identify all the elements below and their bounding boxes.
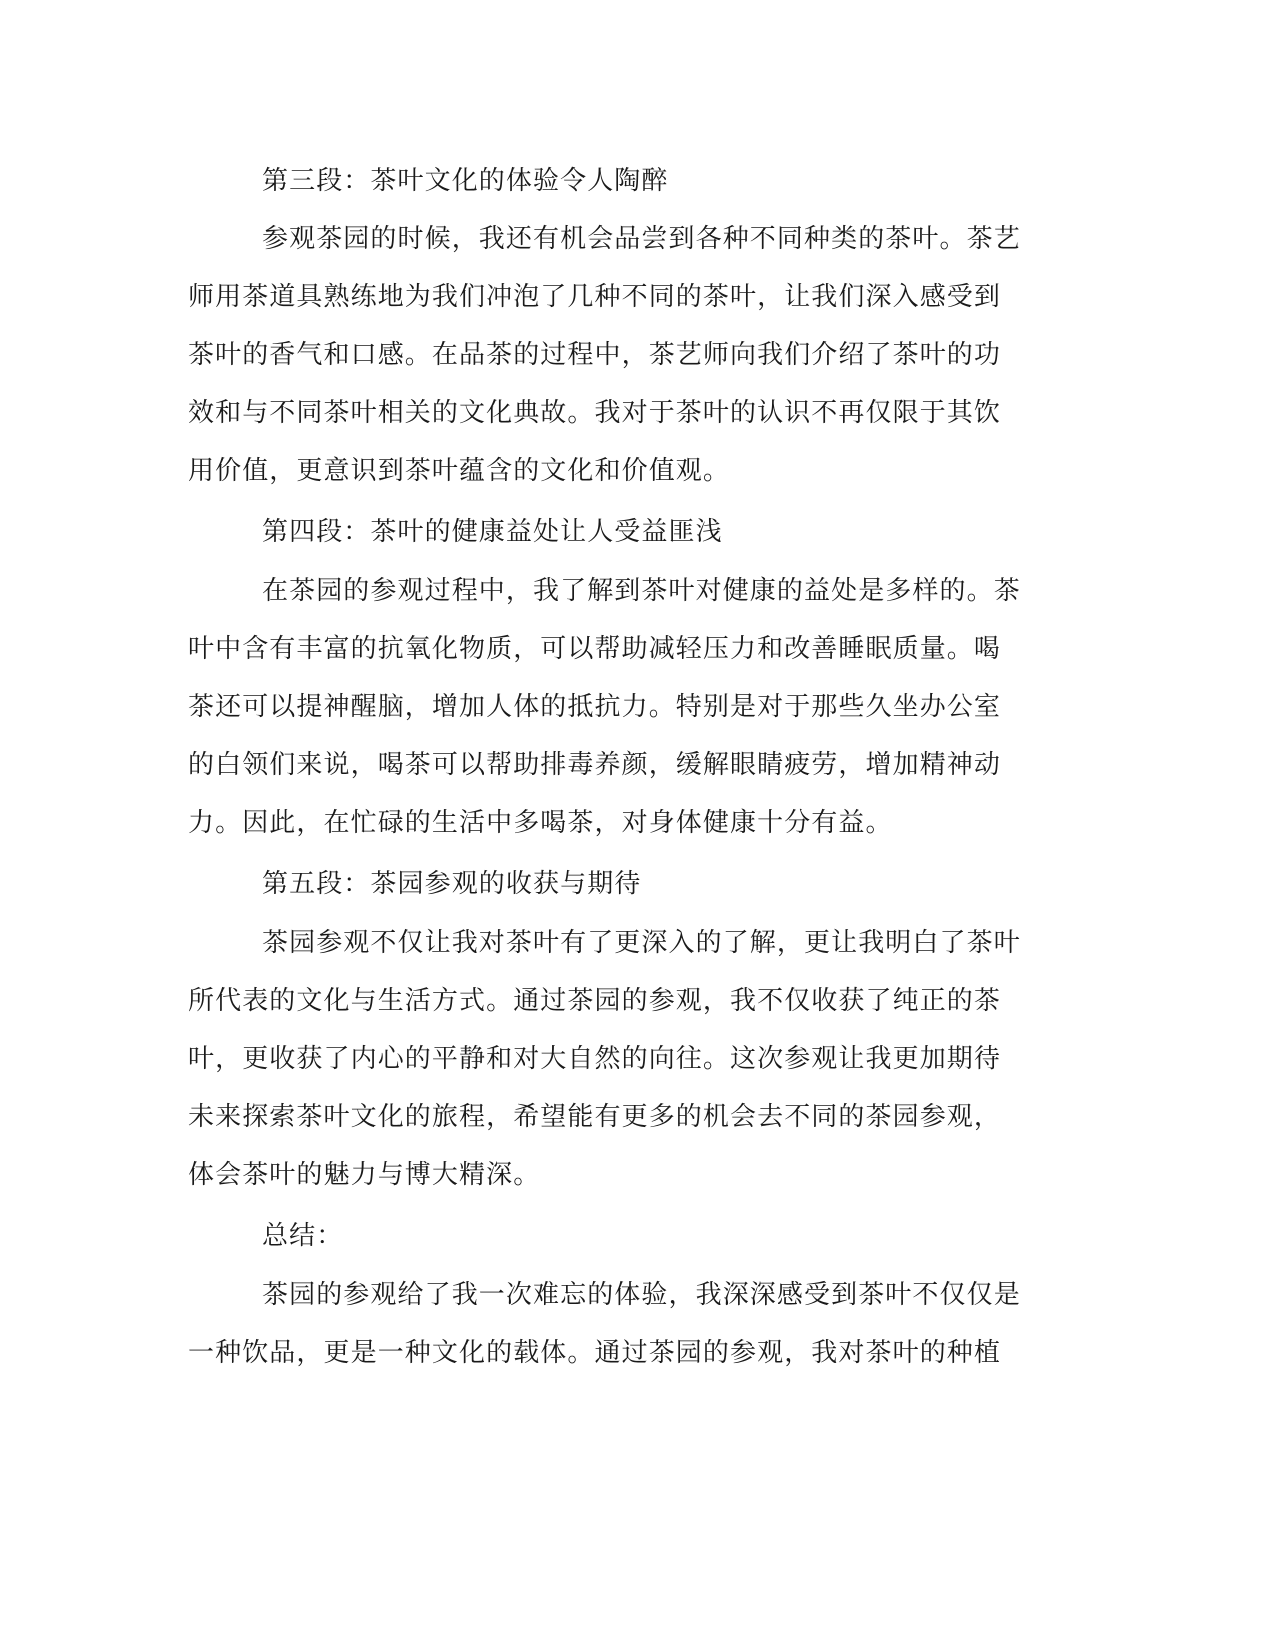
section-heading-4: 第四段：茶叶的健康益处让人受益匪浅 bbox=[262, 517, 723, 547]
paragraph-line: 参观茶园的时候，我还有机会品尝到各种不同种类的茶叶。茶艺 bbox=[262, 224, 1021, 254]
paragraph-line: 用价值，更意识到茶叶蕴含的文化和价值观。 bbox=[188, 456, 731, 486]
paragraph-line: 的白领们来说，喝茶可以帮助排毒养颜，缓解眼睛疲劳，增加精神动 bbox=[188, 750, 1002, 780]
paragraph-line: 效和与不同茶叶相关的文化典故。我对于茶叶的认识不再仅限于其饮 bbox=[188, 398, 1002, 428]
paragraph-line: 茶园参观不仅让我对茶叶有了更深入的了解，更让我明白了茶叶 bbox=[262, 928, 1021, 958]
paragraph-line: 叶中含有丰富的抗氧化物质，可以帮助减轻压力和改善睡眠质量。喝 bbox=[188, 634, 1002, 664]
paragraph-line: 茶还可以提神醒脑，增加人体的抵抗力。特别是对于那些久坐办公室 bbox=[188, 692, 1002, 722]
paragraph-line: 所代表的文化与生活方式。通过茶园的参观，我不仅收获了纯正的茶 bbox=[188, 986, 1002, 1016]
section-heading-3: 第三段：茶叶文化的体验令人陶醉 bbox=[262, 166, 669, 196]
summary-heading: 总结： bbox=[262, 1221, 344, 1251]
paragraph-line: 一种饮品，更是一种文化的载体。通过茶园的参观，我对茶叶的种植 bbox=[188, 1338, 1002, 1368]
paragraph-line: 师用茶道具熟练地为我们冲泡了几种不同的茶叶，让我们深入感受到 bbox=[188, 282, 1002, 312]
paragraph-line: 未来探索茶叶文化的旅程，希望能有更多的机会去不同的茶园参观， bbox=[188, 1102, 1002, 1132]
section-heading-5: 第五段：茶园参观的收获与期待 bbox=[262, 869, 642, 899]
paragraph-line: 茶园的参观给了我一次难忘的体验，我深深感受到茶叶不仅仅是 bbox=[262, 1280, 1021, 1310]
paragraph-line: 在茶园的参观过程中，我了解到茶叶对健康的益处是多样的。茶 bbox=[262, 576, 1021, 606]
paragraph-line: 体会茶叶的魅力与博大精深。 bbox=[188, 1160, 541, 1190]
paragraph-line: 力。因此，在忙碌的生活中多喝茶，对身体健康十分有益。 bbox=[188, 808, 893, 838]
paragraph-line: 茶叶的香气和口感。在品茶的过程中，茶艺师向我们介绍了茶叶的功 bbox=[188, 340, 1002, 370]
paragraph-line: 叶，更收获了内心的平静和对大自然的向往。这次参观让我更加期待 bbox=[188, 1044, 1002, 1074]
